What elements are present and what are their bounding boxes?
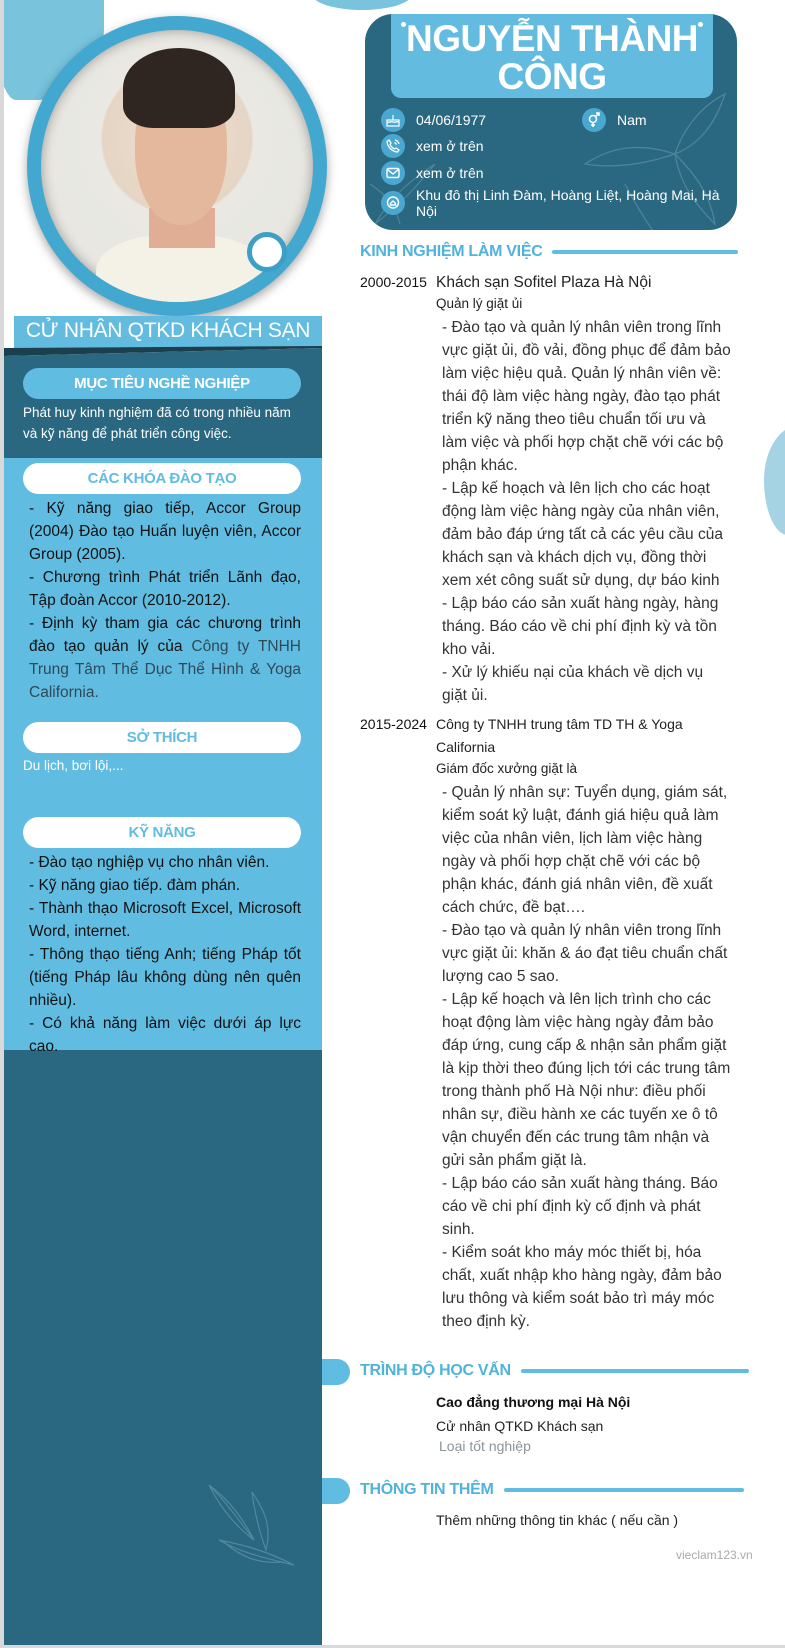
gender-value: Nam	[617, 112, 647, 128]
section-tab	[322, 1359, 350, 1385]
duty-item: - Đào tạo và quản lý nhân viên trong lĩnh vực giặt ủi: khăn & áo đạt tiêu chuẩn chất lượng cao 5 sao.	[442, 922, 728, 985]
experience-heading-text: KINH NGHIỆM LÀM VIỆC	[360, 243, 543, 260]
duty-item: - Lập kế hoạch và lên lịch cho các hoạt động làm việc hàng ngày của nhân viên, đảm bảo đáp ứng tất cả các yêu cầu của khách sạn và khách dịch vụ, đồng thời xem xét công suất sử dụng, dự báo kinh	[442, 480, 723, 589]
sidebar-dark-panel	[4, 1050, 322, 1645]
course-item: - Chương trình Phát triển Lãnh đạo, Tập đoàn Accor (2010-2012).	[29, 569, 301, 609]
leaf-decoration-icon	[204, 1480, 304, 1570]
hobbies-heading: SỞ THÍCH	[23, 722, 301, 753]
skill-item: - Thành thạo Microsoft Excel, Microsoft Word, internet.	[29, 900, 301, 940]
duty-item: - Lập kế hoạch và lên lịch trình cho các hoạt động làm việc hàng ngày đảm bảo đáp ứng, cung cấp & nhận sản phẩm giặt là kịp thời theo đúng lịch tới các trung tâm trong thành phố Hà Nội như: điều phối nhân sự, điều hành xe các tuyến xe ô tô vận chuyển đến các trung tâm nhận và gửi sản phẩm giặt là.	[442, 991, 731, 1169]
email-value: xem ở trên	[416, 165, 484, 181]
phone-icon	[381, 134, 405, 158]
job-role: Quản lý giặt ủi	[436, 296, 523, 311]
location-icon	[381, 191, 405, 215]
job-duties	[442, 316, 732, 707]
skills-list	[29, 851, 301, 1058]
job-title: CỬ NHÂN QTKD KHÁCH SẠN	[14, 316, 322, 348]
education-school: Cao đẳng thương mại Hà Nội	[436, 1394, 631, 1410]
hobbies-text: Du lịch, bơi lội,...	[23, 758, 124, 773]
email-row	[381, 161, 484, 185]
duty-item: - Kiểm soát kho máy móc thiết bị, hóa chất, xuất nhập kho hàng ngày, đảm bảo lưu thông và kiểm soát bảo trì máy móc theo định kỳ.	[442, 1244, 722, 1330]
course-item	[29, 612, 301, 704]
skill-item: - Thông thạo tiếng Anh; tiếng Pháp tốt (tiếng Pháp lâu không dùng nên quên nhiều).	[29, 946, 301, 1009]
divider	[504, 1488, 744, 1492]
birthdate-value: 04/06/1977	[416, 112, 487, 128]
skill-item: - Kỹ năng giao tiếp. đàm phán.	[29, 877, 241, 894]
education-degree: Cử nhân QTKD Khách sạn	[436, 1418, 604, 1434]
name-line-1: NGUYỄN THÀNH	[405, 18, 699, 59]
extra-text: Thêm những thông tin khác ( nếu cần )	[436, 1512, 679, 1528]
objective-text: Phát huy kinh nghiệm đã có trong nhiều năm và kỹ năng để phát triển công việc.	[23, 405, 291, 441]
contact-card	[365, 14, 737, 230]
duty-item: - Lập báo cáo sản xuất hàng ngày, hàng tháng. Báo cáo về chi phí định kỳ và tồn kho vải.	[442, 595, 719, 658]
cake-icon	[381, 108, 405, 132]
birthdate-row	[381, 108, 486, 132]
skill-item: - Có khả năng làm việc dưới áp lực cao.	[29, 1015, 301, 1055]
duty-item: - Xử lý khiếu nại của khách về dịch vụ giặt ủi.	[442, 664, 704, 704]
education-grade: Loại tốt nghiệp	[439, 1438, 531, 1454]
courses-list	[29, 497, 301, 704]
watermark: vieclam123.vn	[676, 1548, 753, 1562]
phone-value: xem ở trên	[416, 138, 484, 154]
education-heading	[360, 1362, 749, 1380]
mail-icon	[381, 161, 405, 185]
gender-icon	[582, 108, 606, 132]
job-role: Giám đốc xưởng giặt là	[436, 761, 577, 776]
course-item-text: - Định kỳ tham gia các chương trình đào tạo quản lý của	[29, 615, 301, 655]
duty-item: - Quản lý nhân sự: Tuyển dụng, giám sát, kiểm soát kỷ luật, đánh giá hiệu quả làm việc của nhân viên, lịch làm việc hàng ngày và phối hợp chặt chẽ với các bộ phận khác, đánh giá nhân viên, đề xuất cách chức, đề bạt….	[442, 784, 728, 916]
avatar	[27, 16, 327, 316]
divider	[521, 1369, 749, 1373]
course-item-highlight: Công ty TNHH Trung Tâm Thể Dục Thể Hình & Yoga California.	[29, 638, 301, 701]
candidate-name	[391, 14, 713, 98]
decorative-blob	[764, 425, 785, 535]
job-company: Công ty TNHH trung tâm TD TH & Yoga California	[436, 716, 683, 755]
gender-row	[582, 108, 647, 132]
duty-item: - Lập báo cáo sản xuất hàng tháng. Báo cáo về chi phí định kỳ cố định và phát sinh.	[442, 1175, 718, 1238]
education-heading-text: TRÌNH ĐỘ HỌC VẤN	[360, 1362, 511, 1379]
cv-page	[4, 0, 785, 1645]
course-item: - Kỹ năng giao tiếp, Accor Group (2004) Đào tạo Huấn luyện viên, Accor Group (2005).	[29, 500, 301, 563]
skill-item: - Đào tạo nghiệp vụ cho nhân viên.	[29, 854, 270, 871]
extra-heading-text: THÔNG TIN THÊM	[360, 1481, 494, 1498]
job-period: 2000-2015	[360, 274, 427, 290]
duty-item: - Đào tạo và quản lý nhân viên trong lĩnh vực giặt ủi, đồ vải, đồng phục để đảm bảo làm việc hiệu quả. Quản lý nhân viên về: thái độ làm việc hàng ngày, đào tạo phát triển kỹ năng theo tiêu chuẩn tối ưu và làm việc và phối hợp chặt chẽ với các bộ phận khác.	[442, 319, 731, 474]
address-value: Khu đô thị Linh Đàm, Hoàng Liệt, Hoàng Mai, Hà Nội	[416, 187, 720, 219]
decorative-dot	[401, 22, 406, 27]
avatar-decorative-dot	[247, 232, 287, 272]
decorative-blob	[312, 0, 412, 10]
decorative-dot	[698, 22, 703, 27]
job-company: Khách sạn Sofitel Plaza Hà Nội	[436, 274, 652, 291]
phone-row	[381, 134, 484, 158]
objective-heading: MỤC TIÊU NGHỀ NGHIỆP	[23, 368, 301, 399]
job-duties	[442, 781, 732, 1333]
name-line-2: CÔNG	[497, 56, 607, 97]
experience-heading	[360, 243, 738, 261]
section-tab	[322, 1478, 350, 1504]
extra-heading	[360, 1481, 744, 1499]
address-row	[381, 187, 737, 219]
divider	[552, 250, 738, 254]
job-period: 2015-2024	[360, 716, 427, 732]
skills-heading: KỸ NĂNG	[23, 817, 301, 848]
courses-heading: CÁC KHÓA ĐÀO TẠO	[23, 463, 301, 494]
